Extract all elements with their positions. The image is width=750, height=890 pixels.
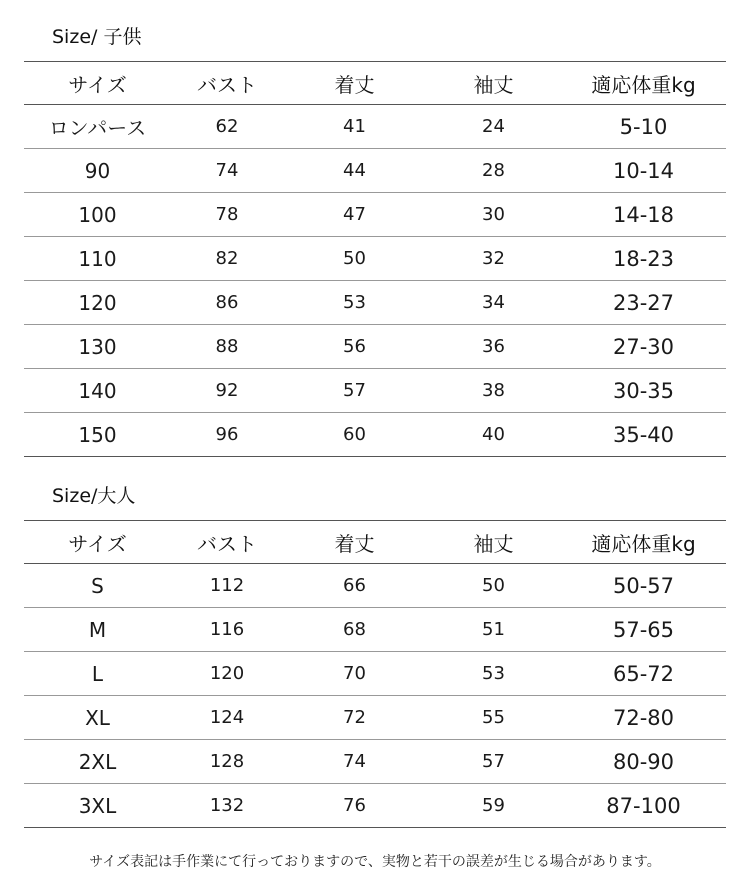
table-row (24, 193, 726, 237)
cell-sleeve: 38 (482, 380, 505, 401)
cell-size: 2XL (78, 749, 117, 774)
cell-weight: 5-10 (619, 114, 668, 139)
table-row (24, 564, 726, 608)
cell-weight: 65-72 (612, 661, 675, 686)
header-sleeve: 袖丈 (473, 531, 514, 556)
cell-sleeve: 51 (482, 619, 505, 640)
cell-sleeve: 55 (482, 707, 505, 728)
cell-size: M (88, 617, 107, 642)
cell-size: 120 (78, 290, 117, 315)
header-bust: バスト (197, 72, 257, 97)
cell-bust: 92 (215, 380, 239, 401)
table-row (24, 784, 726, 828)
cell-bust: 132 (209, 795, 245, 816)
cell-weight: 50-57 (612, 573, 675, 598)
adult-header-row (24, 521, 726, 564)
cell-size: 90 (84, 158, 111, 183)
cell-weight: 18-23 (612, 246, 675, 271)
cell-length: 56 (343, 336, 366, 357)
cell-weight: 30-35 (612, 378, 675, 403)
table-row (24, 325, 726, 369)
cell-bust: 128 (209, 751, 245, 772)
table-row (24, 740, 726, 784)
cell-bust: 112 (209, 575, 245, 596)
cell-sleeve: 57 (482, 751, 505, 772)
adult-section-title: Size/大人 (52, 485, 136, 507)
cell-size: S (91, 573, 104, 598)
header-weight: 適応体重kg (591, 531, 696, 556)
cell-size: L (91, 661, 104, 686)
table-row (24, 696, 726, 740)
cell-length: 44 (343, 160, 366, 181)
cell-length: 70 (343, 663, 366, 684)
cell-weight: 72-80 (612, 705, 675, 730)
table-row (24, 413, 726, 457)
table-row (24, 237, 726, 281)
cell-size: 130 (78, 334, 117, 359)
table-row (24, 652, 726, 696)
header-sleeve: 袖丈 (473, 72, 514, 97)
cell-length: 66 (343, 575, 366, 596)
cell-weight: 87-100 (606, 793, 681, 818)
table-row (24, 281, 726, 325)
cell-weight: 14-18 (612, 202, 675, 227)
cell-size: 3XL (78, 793, 117, 818)
cell-bust: 116 (209, 619, 245, 640)
table-row (24, 149, 726, 193)
table-row (24, 369, 726, 413)
cell-length: 72 (343, 707, 366, 728)
cell-sleeve: 40 (482, 424, 505, 445)
cell-length: 57 (343, 380, 366, 401)
cell-length: 76 (343, 795, 366, 816)
kids-size-table (24, 61, 726, 457)
cell-length: 68 (343, 619, 366, 640)
cell-bust: 86 (215, 292, 239, 313)
table-row (24, 608, 726, 652)
cell-size: ロンパース (48, 116, 147, 140)
table-row (24, 105, 726, 149)
cell-weight: 35-40 (612, 422, 675, 447)
cell-length: 74 (343, 751, 366, 772)
cell-sleeve: 24 (482, 116, 505, 137)
cell-size: 140 (78, 378, 117, 403)
cell-sleeve: 34 (482, 292, 505, 313)
footnote: サイズ表記は手作業にて行っておりますので、実物と若干の誤差が生じる場合があります。 (89, 854, 661, 870)
header-length: 着丈 (334, 531, 375, 556)
cell-sleeve: 32 (482, 248, 505, 269)
cell-bust: 62 (215, 116, 239, 137)
cell-size: 100 (78, 202, 117, 227)
kids-header-row (24, 62, 726, 105)
cell-weight: 57-65 (612, 617, 675, 642)
cell-weight: 10-14 (612, 158, 675, 183)
cell-bust: 96 (215, 424, 239, 445)
cell-sleeve: 53 (482, 663, 505, 684)
cell-bust: 78 (215, 204, 239, 225)
cell-weight: 23-27 (612, 290, 675, 315)
cell-size: 110 (78, 246, 117, 271)
cell-length: 50 (343, 248, 366, 269)
header-weight: 適応体重kg (591, 72, 696, 97)
cell-length: 60 (343, 424, 366, 445)
cell-bust: 120 (209, 663, 245, 684)
cell-length: 41 (343, 116, 366, 137)
cell-bust: 82 (215, 248, 239, 269)
header-size: サイズ (68, 531, 127, 556)
cell-sleeve: 28 (482, 160, 505, 181)
kids-section-title: Size/ 子供 (52, 26, 142, 48)
header-bust: バスト (197, 531, 257, 556)
cell-weight: 27-30 (612, 334, 675, 359)
cell-bust: 88 (215, 336, 239, 357)
header-length: 着丈 (334, 72, 375, 97)
header-size: サイズ (68, 72, 127, 97)
cell-sleeve: 36 (482, 336, 505, 357)
cell-weight: 80-90 (612, 749, 675, 774)
adult-size-table (24, 520, 726, 828)
cell-sleeve: 59 (482, 795, 505, 816)
cell-sleeve: 50 (482, 575, 505, 596)
cell-bust: 74 (215, 160, 239, 181)
cell-length: 47 (343, 204, 366, 225)
cell-size: XL (85, 705, 110, 730)
cell-size: 150 (78, 422, 117, 447)
cell-bust: 124 (209, 707, 245, 728)
cell-sleeve: 30 (482, 204, 505, 225)
cell-length: 53 (343, 292, 366, 313)
